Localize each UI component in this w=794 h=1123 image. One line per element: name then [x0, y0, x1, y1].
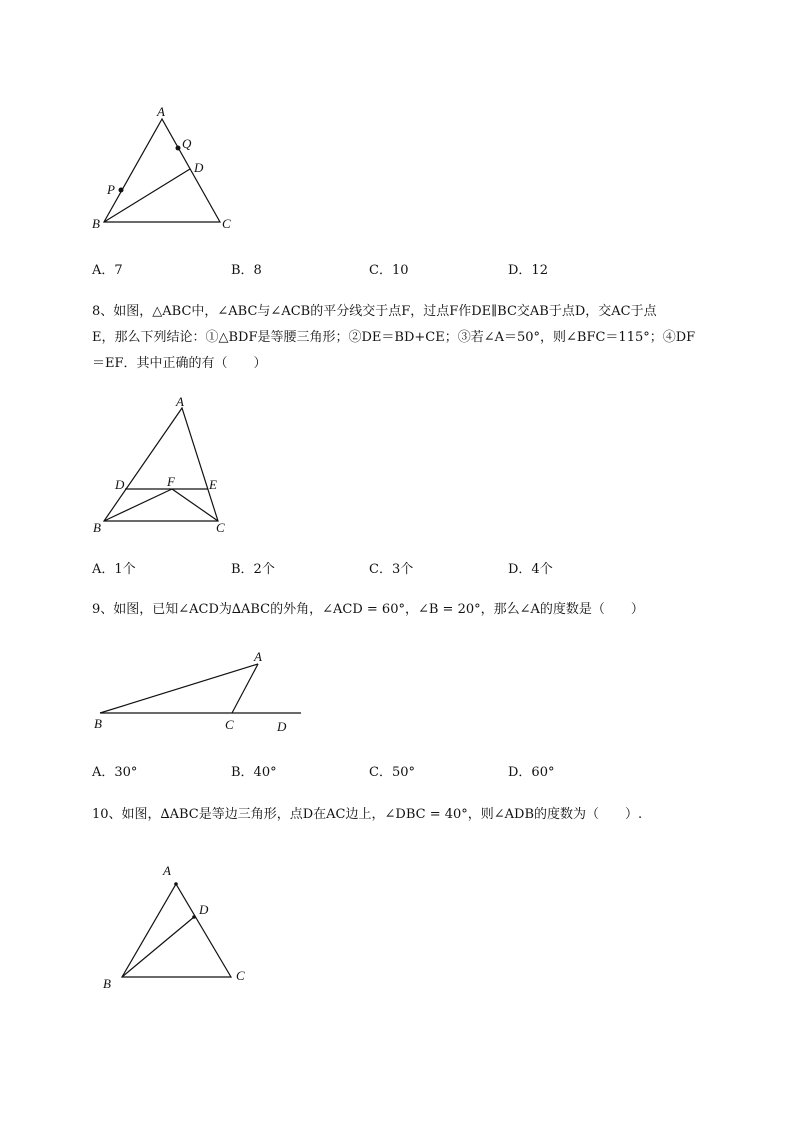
q7-option-d[interactable]: D．12: [508, 263, 548, 278]
q9-option-a[interactable]: A．30°: [92, 765, 138, 780]
label-b: B: [92, 216, 100, 231]
q9-option-c[interactable]: C．50°: [369, 765, 415, 780]
point-d-dot: [192, 915, 196, 919]
q8-text-line1: 8、如图，△ABC中，∠ABC与∠ACB的平分线交于点F，过点F作DE∥BC交AB于点D，交AC于点: [92, 304, 657, 319]
label-c: C: [225, 717, 234, 732]
label-a: A: [254, 649, 262, 664]
label-c: C: [222, 216, 231, 231]
label-d: D: [194, 160, 204, 175]
label-f: F: [167, 474, 175, 489]
label-a: A: [157, 104, 165, 119]
q8-option-b[interactable]: B．2个: [231, 562, 275, 577]
q8-option-c[interactable]: C．3个: [369, 562, 414, 577]
q8-text-line2: E，那么下列结论：①△BDF是等腰三角形；②DE＝BD+CE；③若∠A＝50°，则∠BFC＝115°；④DF: [92, 330, 696, 345]
label-b: B: [93, 520, 101, 535]
label-d: D: [199, 902, 209, 917]
label-q: Q: [182, 136, 192, 151]
q10-text-line1: 10、如图，∆ABC是等边三角形，点D在AC边上，∠DBC = 40°，则∠ADB的度数为（ ）.: [92, 807, 643, 822]
label-b: B: [94, 716, 102, 731]
q7-option-a[interactable]: A．7: [92, 263, 123, 278]
q9-option-b[interactable]: B．40°: [231, 765, 277, 780]
q8-text-line3: ＝EF．其中正确的有（ ）: [92, 356, 267, 371]
point-a-dot: [174, 882, 178, 886]
label-b: B: [103, 976, 111, 991]
label-d: D: [277, 719, 287, 734]
q9-option-d[interactable]: D．60°: [508, 765, 555, 780]
label-p: P: [107, 182, 115, 197]
q8-option-a[interactable]: A．1个: [92, 562, 136, 577]
label-e: E: [209, 477, 217, 492]
label-d: D: [115, 477, 125, 492]
q7-option-b[interactable]: B．8: [231, 263, 262, 278]
label-c: C: [236, 968, 245, 983]
segment-bd: [122, 917, 194, 977]
q9-text-line1: 9、如图，已知∠ACD为∆ABC的外角，∠ACD = 60°，∠B = 20°，那么∠A的度数是（ ）: [92, 602, 644, 617]
q8-option-d[interactable]: D．4个: [508, 562, 553, 577]
label-a: A: [163, 863, 171, 878]
q7-option-c[interactable]: C．10: [369, 263, 409, 278]
label-c: C: [216, 520, 225, 535]
label-a: A: [176, 394, 184, 409]
